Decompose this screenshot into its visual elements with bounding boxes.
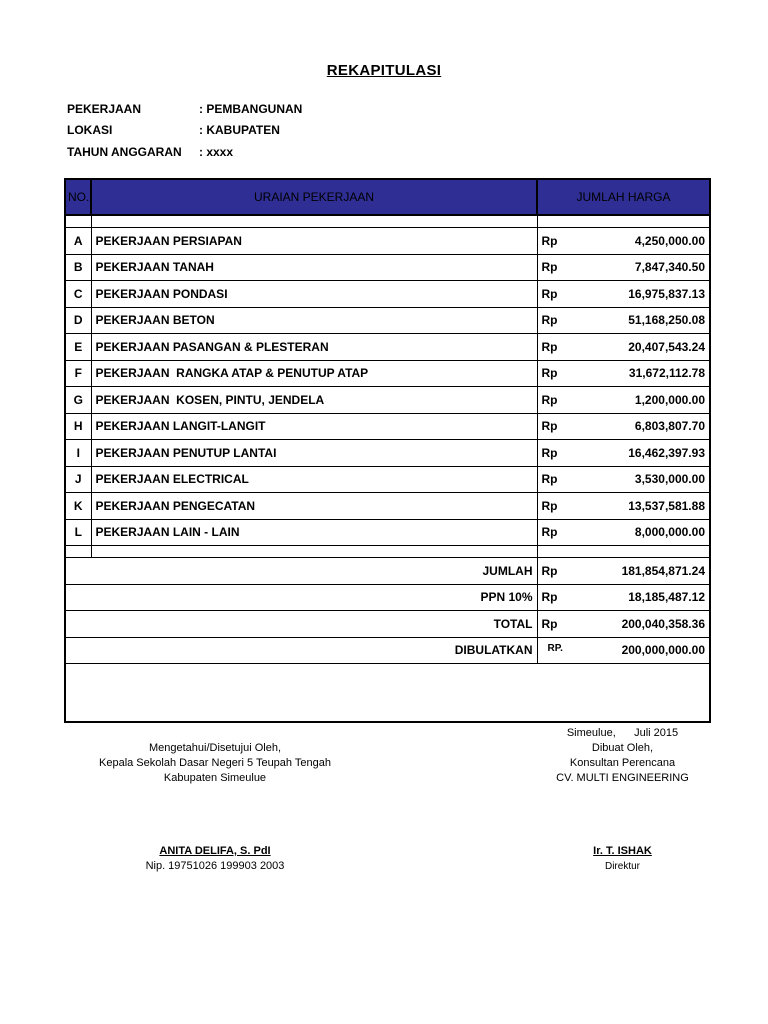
summary-amount: 200,000,000.00 — [621, 643, 705, 658]
summary-label: TOTAL — [65, 611, 537, 638]
right-sig-place-date: Simeulue, Juli 2015 — [566, 727, 679, 739]
table-row — [65, 493, 710, 520]
left-sig-line2: Kepala Sekolah Dasar Negeri 5 Teupah Tengah — [99, 757, 331, 769]
row-no: E — [65, 334, 91, 361]
row-currency: Rp — [541, 392, 558, 407]
amount-wrap — [542, 234, 706, 248]
amount-wrap — [542, 393, 706, 407]
amount-wrap — [542, 366, 706, 380]
left-sig-nip: Nip. 19751026 199903 2003 — [145, 860, 285, 872]
row-amount: 51,168,250.08 — [628, 313, 705, 328]
row-amount: 8,000,000.00 — [634, 525, 705, 540]
row-amount-cell — [537, 387, 710, 414]
info-label: PEKERJAAN — [67, 102, 142, 116]
row-amount: 31,672,112.78 — [628, 366, 705, 381]
table-header — [65, 179, 710, 215]
info-value: : KABUPATEN — [199, 123, 280, 137]
summary-row — [65, 558, 710, 585]
left-sig-line1: Mengetahui/Disetujui Oleh, — [148, 742, 282, 754]
row-no: C — [65, 281, 91, 308]
row-no: A — [65, 228, 91, 255]
header-jumlah: JUMLAH HARGA — [537, 179, 710, 215]
amount-wrap — [542, 340, 706, 354]
amount-wrap — [542, 313, 706, 327]
row-no: K — [65, 493, 91, 520]
row-amount-cell — [537, 334, 710, 361]
row-amount-cell — [537, 360, 710, 387]
row-name: PEKERJAAN PENGECATAN — [91, 493, 537, 520]
summary-currency: Rp — [541, 616, 558, 631]
info-value: : xxxx — [199, 145, 234, 159]
right-sig-name: Ir. T. ISHAK — [593, 845, 652, 857]
document-title: REKAPITULASI — [326, 62, 442, 79]
row-amount-cell — [537, 307, 710, 334]
table-body — [65, 215, 710, 722]
row-amount: 16,462,397.93 — [628, 445, 705, 460]
summary-amount-cell — [537, 611, 710, 638]
info-value: : PEMBANGUNAN — [199, 102, 303, 116]
table-row — [65, 387, 710, 414]
row-amount: 16,975,837.13 — [628, 286, 705, 301]
right-sig-line2: Konsultan Perencana — [569, 757, 676, 769]
row-no: H — [65, 413, 91, 440]
row-name: PEKERJAAN BETON — [91, 307, 537, 334]
left-sig-name: ANITA DELIFA, S. PdI — [159, 845, 271, 857]
row-currency: Rp — [541, 419, 558, 434]
row-amount: 7,847,340.50 — [634, 260, 705, 275]
info-label: LOKASI — [67, 123, 113, 137]
amount-wrap — [542, 525, 706, 539]
right-signature-block — [535, 726, 710, 786]
summary-row — [65, 611, 710, 638]
summary-amount: 18,185,487.12 — [628, 590, 705, 605]
amount-wrap — [542, 472, 706, 486]
row-no: L — [65, 519, 91, 546]
summary-currency: RP. — [547, 643, 563, 655]
row-amount-cell — [537, 440, 710, 467]
row-amount: 6,803,807.70 — [634, 419, 705, 434]
row-no: I — [65, 440, 91, 467]
amount-wrap — [542, 499, 706, 513]
row-amount-cell — [537, 413, 710, 440]
amount-wrap — [542, 287, 706, 301]
summary-row — [65, 584, 710, 611]
table-row — [65, 466, 710, 493]
row-no: B — [65, 254, 91, 281]
amount-wrap — [542, 564, 706, 578]
amount-wrap — [542, 446, 706, 460]
header-no: NO. — [65, 179, 91, 215]
info-label: TAHUN ANGGARAN — [67, 145, 182, 159]
table-row — [65, 254, 710, 281]
row-name: PEKERJAAN ELECTRICAL — [91, 466, 537, 493]
row-name: PEKERJAAN KOSEN, PINTU, JENDELA — [91, 387, 537, 414]
info-row-lokasi — [67, 123, 280, 137]
row-amount: 3,530,000.00 — [634, 472, 705, 487]
row-amount: 1,200,000.00 — [634, 392, 705, 407]
right-sig-position: Direktur — [604, 861, 640, 872]
left-sig-line3: Kabupaten Simeulue — [163, 772, 267, 784]
row-currency: Rp — [541, 313, 558, 328]
right-sig-line3: CV. MULTI ENGINEERING — [556, 772, 689, 784]
row-name: PEKERJAAN TANAH — [91, 254, 537, 281]
row-amount: 4,250,000.00 — [634, 233, 705, 248]
amount-wrap — [542, 590, 706, 604]
amount-wrap — [542, 617, 706, 631]
summary-amount-cell — [537, 558, 710, 585]
row-amount: 20,407,543.24 — [628, 339, 705, 354]
row-currency: Rp — [541, 498, 558, 513]
row-amount-cell — [537, 281, 710, 308]
summary-amount-cell — [537, 584, 710, 611]
row-amount-cell — [537, 493, 710, 520]
spacer-row — [65, 546, 710, 558]
row-currency: Rp — [541, 445, 558, 460]
table-row — [65, 440, 710, 467]
row-currency: Rp — [541, 366, 558, 381]
row-amount-cell — [537, 519, 710, 546]
table-row — [65, 228, 710, 255]
summary-currency: Rp — [541, 590, 558, 605]
info-row-pekerjaan — [67, 102, 302, 116]
header-uraian: URAIAN PEKERJAAN — [91, 179, 537, 215]
left-signatory — [90, 844, 340, 874]
row-no: F — [65, 360, 91, 387]
table-row — [65, 360, 710, 387]
row-name: PEKERJAAN PONDASI — [91, 281, 537, 308]
row-amount: 13,537,581.88 — [628, 498, 705, 513]
row-name: PEKERJAAN LANGIT-LANGIT — [91, 413, 537, 440]
summary-currency: Rp — [541, 563, 558, 578]
row-amount-cell — [537, 228, 710, 255]
right-sig-line1: Dibuat Oleh, — [591, 742, 654, 754]
row-no: J — [65, 466, 91, 493]
spacer-row — [65, 215, 710, 228]
row-name: PEKERJAAN LAIN - LAIN — [91, 519, 537, 546]
summary-amount: 200,040,358.36 — [621, 616, 705, 631]
row-no: G — [65, 387, 91, 414]
summary-amount-cell — [537, 637, 710, 664]
info-row-tahun-anggaran — [67, 145, 233, 159]
amount-wrap — [542, 260, 706, 274]
table-row — [65, 334, 710, 361]
table-row — [65, 519, 710, 546]
summary-label: PPN 10% — [65, 584, 537, 611]
row-currency: Rp — [541, 525, 558, 540]
row-no: D — [65, 307, 91, 334]
table-row — [65, 413, 710, 440]
summary-label: JUMLAH — [65, 558, 537, 585]
row-amount-cell — [537, 254, 710, 281]
left-signature-block — [90, 741, 340, 786]
summary-row — [65, 637, 710, 664]
row-currency: Rp — [541, 286, 558, 301]
row-currency: Rp — [541, 339, 558, 354]
summary-label: DIBULATKAN — [65, 637, 537, 664]
recap-table — [64, 178, 711, 723]
row-currency: Rp — [541, 260, 558, 275]
row-name: PEKERJAAN PENUTUP LANTAI — [91, 440, 537, 467]
amount-wrap — [542, 419, 706, 433]
row-currency: Rp — [541, 472, 558, 487]
row-currency: Rp — [541, 233, 558, 248]
table-row — [65, 307, 710, 334]
right-signatory — [535, 844, 710, 874]
amount-wrap — [542, 643, 706, 657]
summary-amount: 181,854,871.24 — [621, 563, 705, 578]
row-name: PEKERJAAN RANGKA ATAP & PENUTUP ATAP — [91, 360, 537, 387]
row-name: PEKERJAAN PERSIAPAN — [91, 228, 537, 255]
blank-footer-row — [65, 664, 710, 723]
row-name: PEKERJAAN PASANGAN & PLESTERAN — [91, 334, 537, 361]
table-row — [65, 281, 710, 308]
row-amount-cell — [537, 466, 710, 493]
